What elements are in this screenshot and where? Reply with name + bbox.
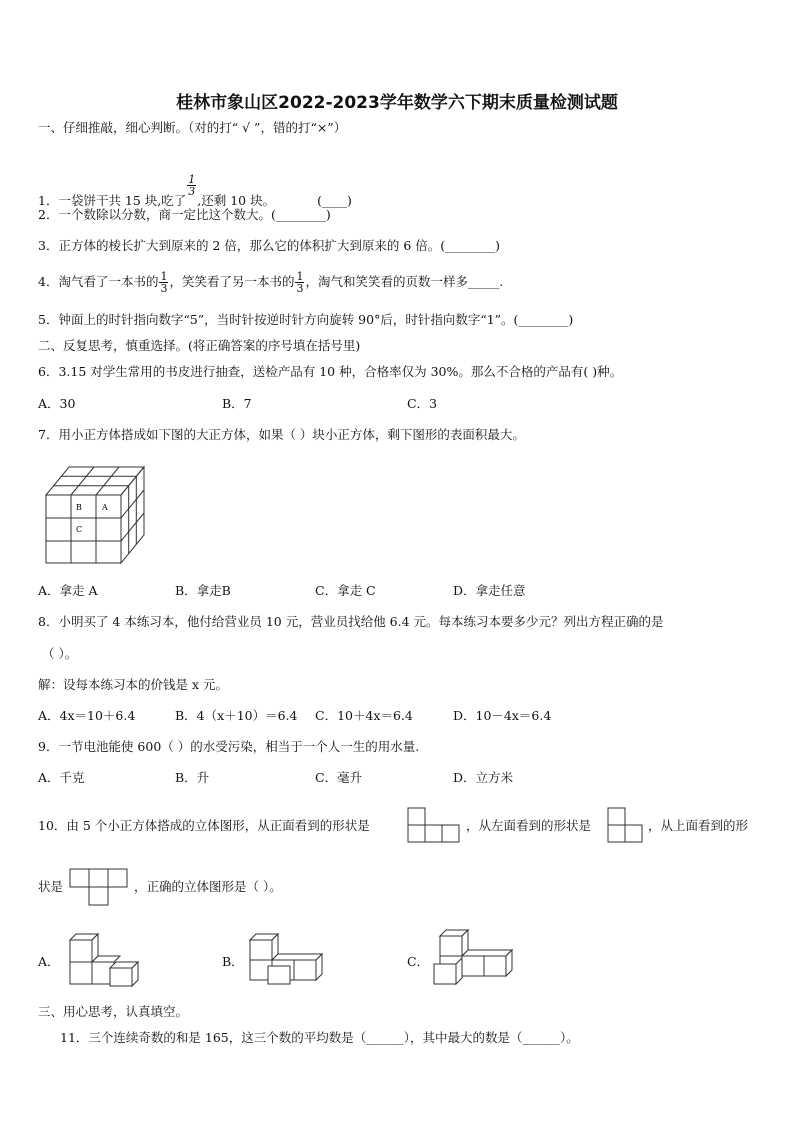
- q9-option-a[interactable]: A．千克: [38, 770, 85, 785]
- q8-option-a[interactable]: A．4x＝10＋6.4: [38, 708, 136, 723]
- q1-answer-blank[interactable]: (____): [317, 193, 352, 208]
- q4-fraction-2: $\frac{1}{3}$: [296, 270, 304, 295]
- cube-label-a: A: [102, 503, 108, 512]
- question-1: [38, 174, 352, 209]
- section1-heading: 一、仔细推敲，细心判断。（对的打“ √ ”，错的打“×”）: [38, 120, 347, 135]
- q10-text-e: ，正确的立体图形是（ ）。: [134, 879, 282, 894]
- q8-solution-setup: 解：设每本练习本的价钱是 x 元。: [38, 677, 228, 692]
- q10-option-b[interactable]: B．: [222, 954, 244, 969]
- q10-option-a[interactable]: A．: [38, 954, 60, 969]
- q10-text-c: ，从上面看到的形: [648, 818, 749, 833]
- q7-option-a[interactable]: A．拿走 A: [38, 583, 98, 598]
- q9-option-c[interactable]: C．毫升: [315, 770, 363, 785]
- q6-option-c[interactable]: C．3: [407, 396, 438, 411]
- question-4: [38, 271, 503, 294]
- cube-label-b: B: [76, 503, 82, 512]
- question-3: 3．正方体的棱长扩大到原来的 2 倍，那么它的体积扩大到原来的 6 倍。(________): [38, 238, 501, 253]
- question-9: 9．一节电池能使 600（ ）的水受污染，相当于一个人一生的用水量.: [38, 739, 420, 754]
- q7-option-c[interactable]: C．拿走 C: [315, 583, 376, 598]
- q8-answer-paren[interactable]: （ ）。: [42, 646, 78, 661]
- question-2: 2．一个数除以分数，商一定比这个数大。(________): [38, 207, 331, 222]
- q9-option-d[interactable]: D．立方米: [453, 770, 514, 785]
- q7-option-d[interactable]: D．拿走任意: [453, 583, 526, 598]
- q7-cube-figure: [46, 465, 156, 565]
- question-5: 5．钟面上的时针指向数字“5”，当时针按逆时针方向旋转 90°后，时针指向数字“1”。(________): [38, 312, 574, 327]
- question-11: 11．三个连续奇数的和是 165，这三个数的平均数是（______），其中最大的数是（______）。: [60, 1030, 579, 1045]
- question-7: 7．用小正方体搭成如下图的大正方体，如果（ ）块小正方体，剩下图形的表面积最大。: [38, 427, 525, 442]
- q10-option-a-solid: [70, 930, 150, 986]
- section3-heading: 三、用心思考，认真填空。: [38, 1004, 189, 1019]
- q4-fraction-1: $\frac{1}{3}$: [160, 270, 168, 295]
- q6-option-a[interactable]: A．30: [38, 396, 76, 411]
- q10-option-b-solid: [250, 932, 324, 984]
- q10-left-view-icon: [608, 808, 644, 842]
- q10-text-d: 状是: [38, 879, 64, 894]
- q8-option-b[interactable]: B．4（x＋10）＝6.4: [175, 708, 298, 723]
- q10-front-view-icon: [408, 808, 460, 842]
- q8-option-c[interactable]: C．10＋4x＝6.4: [315, 708, 413, 723]
- question-6: 6．3.15 对学生常用的书皮进行抽查，送检产品有 10 种，合格率仅为 30%。那么不合格的产品有( )种。: [38, 364, 623, 379]
- question-8: 8．小明买了 4 本练习本，他付给营业员 10 元，营业员找给他 6.4 元。每本练习本要多少元？列出方程正确的是: [38, 614, 664, 629]
- q10-option-c[interactable]: C．: [407, 954, 430, 969]
- q4-text-b: ，笑笑看了另一本书的: [169, 274, 295, 289]
- q10-option-c-solid: [434, 928, 518, 986]
- page-title: 桂林市象山区2022-2023学年数学六下期末质量检测试题: [176, 93, 618, 113]
- q8-option-d[interactable]: D．10－4x＝6.4: [453, 708, 552, 723]
- q9-option-b[interactable]: B．升: [175, 770, 210, 785]
- q4-text-a: 4．淘气看了一本书的: [38, 274, 159, 289]
- q6-option-b[interactable]: B．7: [222, 396, 252, 411]
- q10-text-a: 10．由 5 个小正方体搭成的立体图形，从正面看到的形状是: [38, 818, 370, 833]
- q1-fraction: $\frac{1}{3}$: [188, 173, 196, 198]
- q1-text-a: 1．一袋饼干共 15 块,吃了: [38, 193, 187, 208]
- q7-option-b[interactable]: B．拿走B: [175, 583, 231, 598]
- q10-text-b: ，从左面看到的形状是: [466, 818, 592, 833]
- q1-text-b: ,还剩 10 块。: [197, 193, 276, 208]
- q10-top-view-icon: [70, 869, 130, 907]
- q4-text-c: ，淘气和笑笑看的页数一样多_____.: [305, 274, 504, 289]
- cube-label-c: C: [76, 525, 83, 534]
- section2-heading: 二、反复思考，慎重选择。(将正确答案的序号填在括号里): [38, 338, 361, 353]
